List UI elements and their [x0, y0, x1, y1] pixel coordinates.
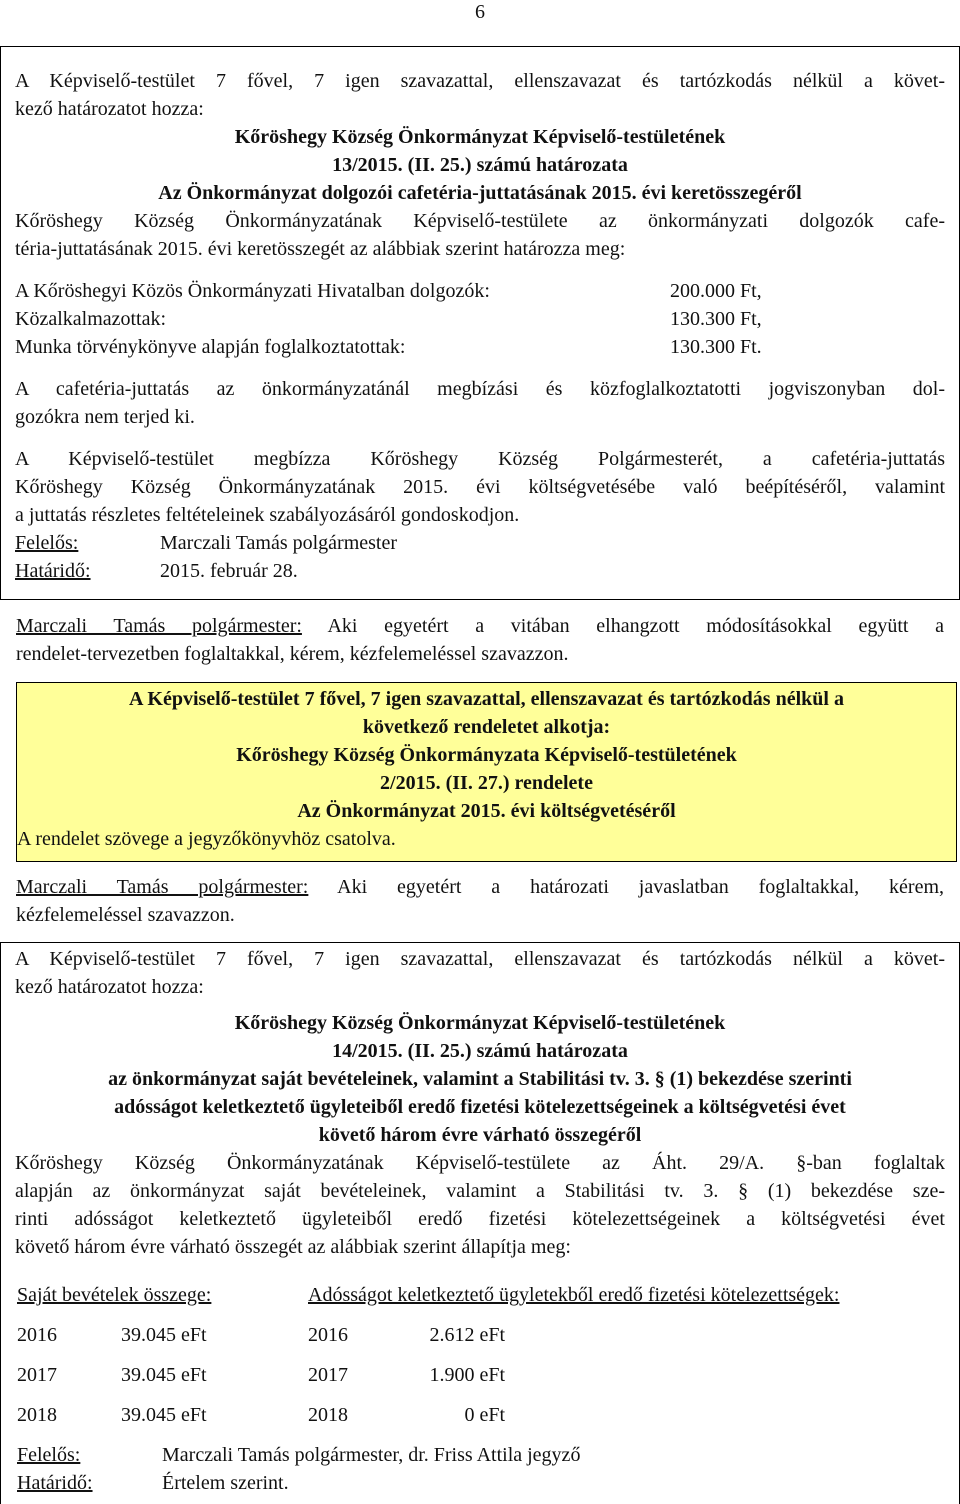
resolution-body-line-2: alapján az önkormányzat saját bevételeinek, valamint a Stabilitási tv. 3. § (1) bekezdése sze- [15, 1180, 945, 1202]
ordinance-line-5: Az Önkormányzat 2015. évi költségvetéséről [297, 800, 676, 822]
deadline-row [15, 557, 945, 585]
income-year: 2016 [17, 1324, 57, 1346]
obligations-table [17, 1283, 945, 1433]
ordinance-attachment-note: A rendelet szövege a jegyzőkönyvhöz csatolva. [17, 828, 396, 850]
deadline-value: Értelem szerint. [162, 1472, 289, 1494]
mandate-line-1: A Képviselő-testület megbízza Kőröshegy Község Polgármesterét, a cafetéria-juttatás [15, 448, 945, 470]
responsible-label: Felelős: [15, 532, 79, 554]
debt-year: 2017 [308, 1364, 348, 1386]
amount-label: Munka törvénykönyve alapján foglalkoztatottak: [15, 336, 406, 358]
debt-amount: 1.900 eFt [429, 1364, 505, 1386]
responsible-value: Marczali Tamás polgármester, dr. Friss Attila jegyző [162, 1444, 581, 1466]
ordinance-line-3: Kőröshegy Község Önkormányzata Képviselő-testületének [236, 744, 737, 766]
mayor-statement-line-2: rendelet-tervezetben foglaltakkal, kérem, kézfelemeléssel szavazzon. [16, 643, 569, 665]
page-number: 6 [475, 1, 485, 23]
mayor-statement-2 [0, 873, 960, 929]
resolution-intro-line-1: A Képviselő-testület 7 fővel, 7 igen szavazattal, ellenszavazat és tartózkodás nélkül a követ- [15, 948, 945, 970]
amount-row [15, 277, 945, 305]
resolution-heading-line-3: Az Önkormányzat dolgozói cafetéria-juttatásának 2015. évi keretösszegéről [158, 182, 802, 204]
statement-text: Aki egyetért a vitában elhangzott módosításokkal együtt a [301, 615, 945, 637]
resolution-heading-line-5: követő három évre várható összegéről [318, 1124, 642, 1146]
deadline-label: Határidő: [15, 560, 91, 582]
amount-row [15, 305, 945, 333]
mandate-line-3: a juttatás részletes feltételeinek szabályozásáról gondoskodjon. [15, 504, 520, 526]
income-amount: 39.045 eFt [121, 1324, 207, 1346]
resolution-heading-line-2: 13/2015. (II. 25.) számú határozata [332, 154, 628, 176]
deadline-label: Határidő: [17, 1472, 93, 1494]
resolution-14-box [0, 942, 960, 1504]
resolution-body-line-3: rinti adósságot keletkeztető ügyleteiből eredő fizetési kötelezettségeinek a költségvetési évet [15, 1208, 945, 1230]
resolution-heading-line-1: Kőröshegy Község Önkormányzat Képviselő-testületének [234, 126, 726, 148]
table-row [17, 1403, 945, 1427]
speaker-name: Marczali Tamás polgármester: [16, 615, 302, 637]
mayor-statement-line-1 [16, 873, 944, 901]
signature-block [17, 1443, 945, 1499]
amount-value: 130.300 Ft. [670, 336, 762, 358]
debt-year: 2016 [308, 1324, 348, 1346]
mayor-statement-1 [0, 612, 960, 668]
resolution-intro-line-2: kező határozatot hozza: [15, 98, 204, 120]
resolution-body-line-4: követő három évre várható összegét az alábbiak szerint állapítja meg: [15, 1236, 571, 1258]
resolution-body-line-2: téria-juttatásának 2015. évi keretösszegét az alábbiak szerint határozza meg: [15, 238, 626, 260]
amount-row [15, 333, 945, 361]
debt-amount: 2.612 eFt [429, 1324, 505, 1346]
resolution-intro-line-1: A Képviselő-testület 7 fővel, 7 igen szavazattal, ellenszavazat és tartózkodás nélkül a követ- [15, 70, 945, 92]
amount-label: Közalkalmazottak: [15, 308, 167, 330]
income-amount: 39.045 eFt [121, 1404, 207, 1426]
resolution-intro-line-2: kező határozatot hozza: [15, 976, 204, 998]
mayor-statement-line-1 [16, 612, 944, 640]
resolution-heading-line-1: Kőröshegy Község Önkormányzat Képviselő-testületének [234, 1012, 726, 1034]
amount-value: 130.300 Ft, [670, 308, 762, 330]
resolution-heading-line-4: adósságot keletkeztető ügyleteiből eredő fizetési kötelezettségeinek a költségvetési évet [114, 1096, 846, 1118]
income-year: 2018 [17, 1404, 57, 1426]
note-line-1: A cafetéria-juttatás az önkormányzatánál megbízási és közfoglalkoztatotti jogviszonyban dol- [15, 378, 945, 400]
mandate-line-2: Kőröshegy Község Önkormányzatának 2015. évi költségvetésébe való beépítéséről, valamint [15, 476, 945, 498]
responsible-row [17, 1443, 945, 1469]
resolution-body-line-1: Kőröshegy Község Önkormányzatának Képviselő-testülete az Áht. 29/A. §-ban foglaltak [15, 1152, 945, 1174]
amount-label: A Kőröshegyi Közös Önkormányzati Hivatalban dolgozók: [15, 280, 490, 302]
income-year: 2017 [17, 1364, 57, 1386]
speaker-name: Marczali Tamás polgármester: [16, 876, 309, 898]
ordinance-line-1: A Képviselő-testület 7 fővel, 7 igen szavazattal, ellenszavazat és tartózkodás nélkül a [129, 688, 844, 710]
responsible-value: Marczali Tamás polgármester [160, 532, 398, 554]
responsible-label: Felelős: [17, 1444, 81, 1466]
ordinance-line-4: 2/2015. (II. 27.) rendelete [380, 772, 593, 794]
table-row [17, 1363, 945, 1387]
statement-text: Aki egyetért a határozati javaslatban foglaltakkal, kérem, [308, 876, 945, 898]
mayor-statement-line-2: kézfelemeléssel szavazzon. [16, 904, 235, 926]
responsible-row [15, 529, 945, 557]
income-amount: 39.045 eFt [121, 1364, 207, 1386]
resolution-13-box [0, 46, 960, 600]
deadline-row [17, 1471, 945, 1497]
table-header-row [17, 1283, 945, 1307]
ordinance-box [16, 682, 957, 862]
ordinance-line-2: következő rendeletet alkotja: [362, 716, 611, 738]
debt-header: Adósságot keletkeztető ügyletekből eredő fizetési kötelezettségek: [308, 1284, 840, 1306]
table-row [17, 1323, 945, 1347]
resolution-heading-line-3: az önkormányzat saját bevételeinek, valamint a Stabilitási tv. 3. § (1) bekezdése szerinti [108, 1068, 852, 1090]
debt-year: 2018 [308, 1404, 348, 1426]
note-line-2: gozókra nem terjed ki. [15, 406, 195, 428]
deadline-value: 2015. február 28. [160, 560, 298, 582]
debt-amount: 0 eFt [464, 1404, 505, 1426]
resolution-body-line-1: Kőröshegy Község Önkormányzatának Képviselő-testülete az önkormányzati dolgozók cafe- [15, 210, 945, 232]
amount-value: 200.000 Ft, [670, 280, 762, 302]
resolution-heading-line-2: 14/2015. (II. 25.) számú határozata [332, 1040, 628, 1062]
income-header: Saját bevételek összege: [17, 1284, 212, 1306]
